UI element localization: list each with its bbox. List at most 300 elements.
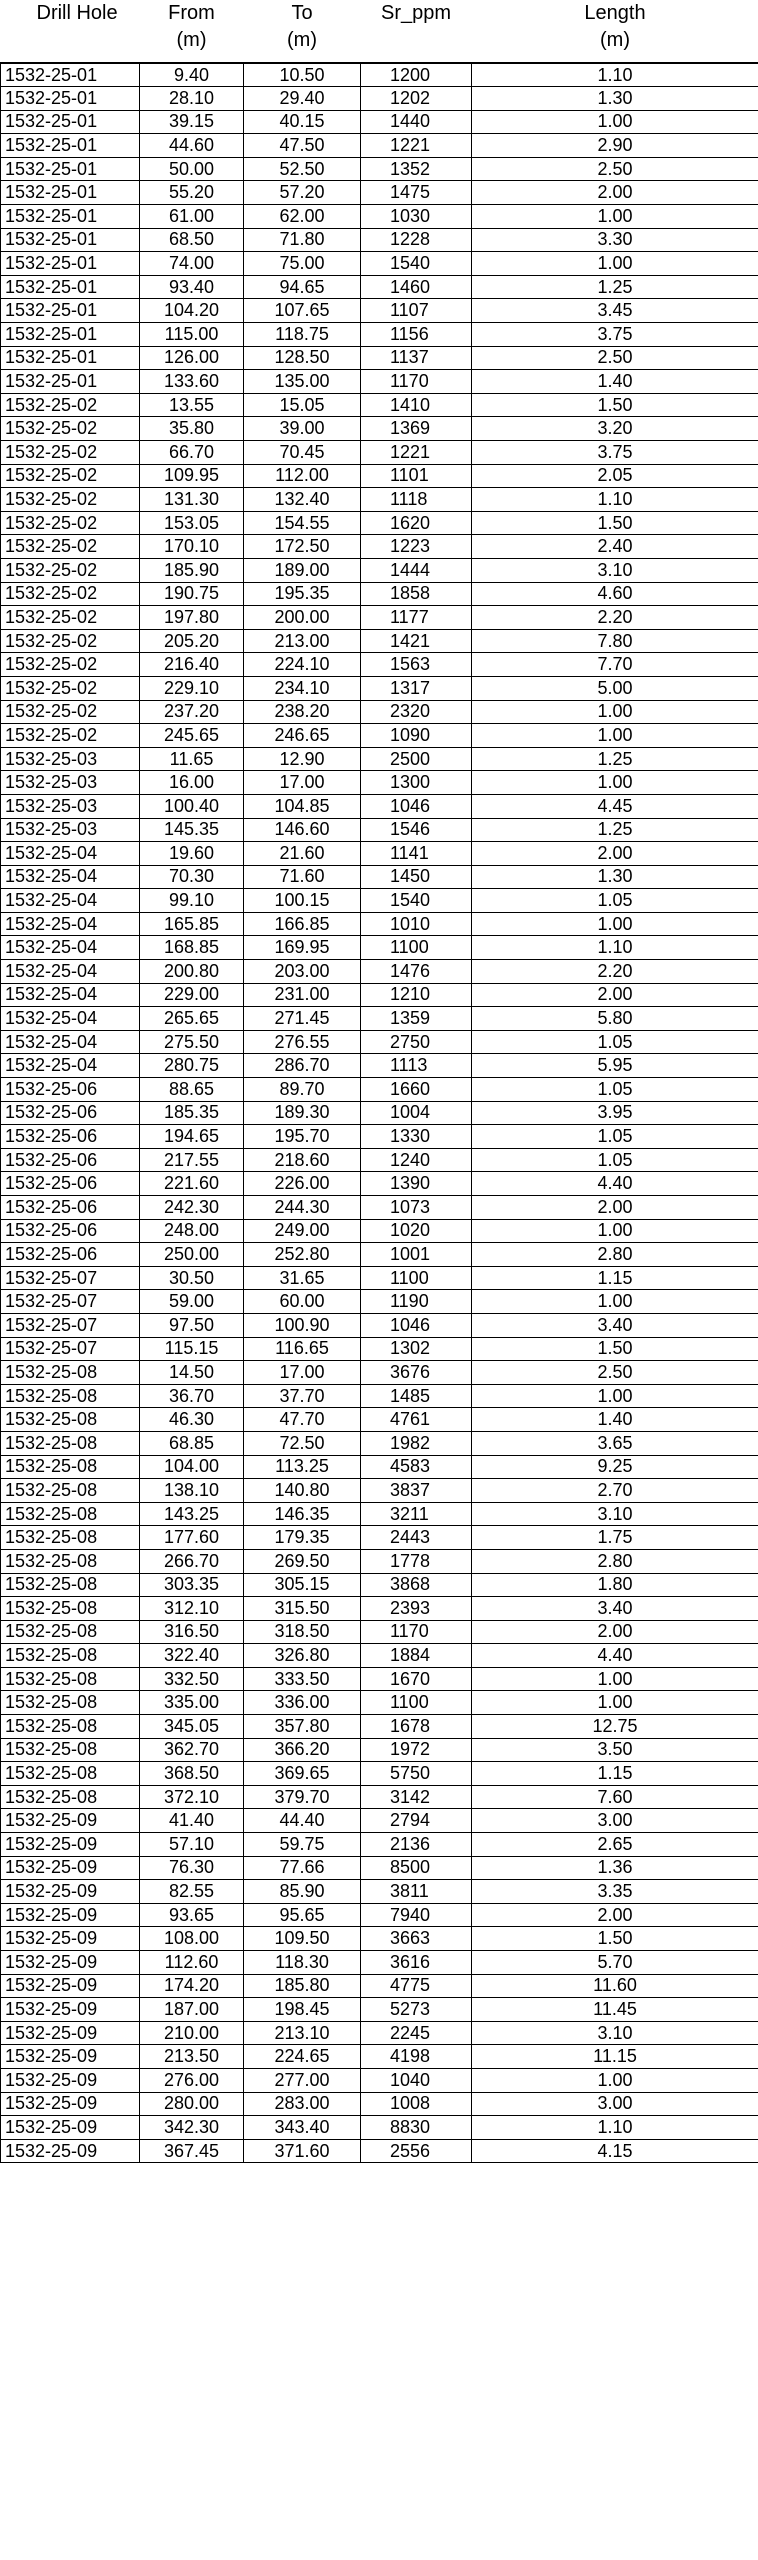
table-row [1,700,758,724]
cell-from: 210.00 [140,2021,244,2045]
cell-sr-ppm: 1563 [361,653,472,677]
cell-from: 248.00 [140,1219,244,1243]
table-row [1,2021,758,2045]
cell-to: 116.65 [244,1337,361,1361]
cell-sr-ppm: 1008 [361,2092,472,2116]
table-row [1,629,758,653]
cell-from: 174.20 [140,1974,244,1998]
cell-length: 12.75 [472,1715,758,1739]
cell-to: 71.60 [244,865,361,889]
cell-sr-ppm: 7940 [361,1903,472,1927]
table-row [1,1998,758,2022]
header-unit: (m) [176,29,207,51]
cell-to: 146.60 [244,818,361,842]
cell-drill-hole: 1532-25-02 [1,676,140,700]
cell-to: 132.40 [244,488,361,512]
cell-to: 57.20 [244,181,361,205]
cell-from: 237.20 [140,700,244,724]
cell-length: 1.00 [472,1667,758,1691]
table-row [1,1219,758,1243]
table-row [1,1196,758,1220]
cell-from: 221.60 [140,1172,244,1196]
cell-sr-ppm: 8830 [361,2116,472,2140]
cell-drill-hole: 1532-25-09 [1,1833,140,1857]
cell-drill-hole: 1532-25-08 [1,1526,140,1550]
table-row [1,1337,758,1361]
cell-sr-ppm: 1223 [361,535,472,559]
cell-from: 250.00 [140,1243,244,1267]
header-label: Drill Hole [36,2,118,24]
cell-sr-ppm: 1046 [361,1313,472,1337]
cell-from: 280.00 [140,2092,244,2116]
cell-length: 1.10 [472,936,758,960]
cell-sr-ppm: 1972 [361,1738,472,1762]
cell-to: 166.85 [244,912,361,936]
cell-drill-hole: 1532-25-04 [1,889,140,913]
table-row [1,771,758,795]
cell-drill-hole: 1532-25-02 [1,488,140,512]
cell-sr-ppm: 1046 [361,794,472,818]
cell-drill-hole: 1532-25-04 [1,936,140,960]
cell-length: 3.00 [472,2092,758,2116]
table-row [1,676,758,700]
cell-from: 312.10 [140,1597,244,1621]
cell-from: 316.50 [140,1620,244,1644]
cell-from: 216.40 [140,653,244,677]
cell-drill-hole: 1532-25-01 [1,323,140,347]
cell-drill-hole: 1532-25-03 [1,818,140,842]
cell-sr-ppm: 1485 [361,1384,472,1408]
cell-length: 1.00 [472,1691,758,1715]
cell-from: 93.40 [140,275,244,299]
cell-from: 165.85 [140,912,244,936]
cell-to: 195.70 [244,1125,361,1149]
table-row [1,582,758,606]
cell-to: 89.70 [244,1078,361,1102]
cell-length: 3.50 [472,1738,758,1762]
cell-drill-hole: 1532-25-09 [1,1927,140,1951]
cell-to: 47.50 [244,134,361,158]
cell-to: 118.75 [244,323,361,347]
cell-to: 21.60 [244,842,361,866]
cell-length: 2.00 [472,983,758,1007]
cell-to: 118.30 [244,1951,361,1975]
cell-to: 226.00 [244,1172,361,1196]
cell-from: 55.20 [140,181,244,205]
cell-sr-ppm: 1359 [361,1007,472,1031]
header-label: Sr_ppm [380,2,452,24]
cell-sr-ppm: 1476 [361,960,472,984]
cell-length: 2.65 [472,1833,758,1857]
cell-drill-hole: 1532-25-03 [1,771,140,795]
cell-sr-ppm: 1200 [361,63,472,87]
table-row [1,441,758,465]
table-row [1,1785,758,1809]
cell-drill-hole: 1532-25-01 [1,275,140,299]
cell-to: 244.30 [244,1196,361,1220]
cell-drill-hole: 1532-25-08 [1,1408,140,1432]
cell-sr-ppm: 1001 [361,1243,472,1267]
cell-length: 1.00 [472,912,758,936]
cell-drill-hole: 1532-25-04 [1,983,140,1007]
table-row [1,1738,758,1762]
cell-drill-hole: 1532-25-08 [1,1715,140,1739]
cell-drill-hole: 1532-25-09 [1,2092,140,2116]
cell-sr-ppm: 1100 [361,1266,472,1290]
cell-length: 1.00 [472,252,758,276]
cell-to: 100.15 [244,889,361,913]
cell-drill-hole: 1532-25-06 [1,1172,140,1196]
cell-length: 2.80 [472,1243,758,1267]
cell-from: 44.60 [140,134,244,158]
cell-length: 1.05 [472,1030,758,1054]
cell-from: 367.45 [140,2139,244,2163]
cell-length: 1.40 [472,1408,758,1432]
table-row [1,323,758,347]
cell-length: 1.36 [472,1856,758,1880]
cell-from: 41.40 [140,1809,244,1833]
cell-drill-hole: 1532-25-01 [1,346,140,370]
cell-sr-ppm: 1540 [361,889,472,913]
cell-length: 2.00 [472,181,758,205]
cell-length: 3.10 [472,1502,758,1526]
cell-sr-ppm: 1137 [361,346,472,370]
cell-drill-hole: 1532-25-08 [1,1785,140,1809]
cell-from: 213.50 [140,2045,244,2069]
cell-sr-ppm: 1410 [361,393,472,417]
cell-drill-hole: 1532-25-01 [1,87,140,111]
cell-length: 7.60 [472,1785,758,1809]
cell-to: 31.65 [244,1266,361,1290]
table-row [1,1549,758,1573]
cell-drill-hole: 1532-25-02 [1,441,140,465]
table-row [1,110,758,134]
cell-from: 368.50 [140,1762,244,1786]
table-row [1,724,758,748]
cell-drill-hole: 1532-25-08 [1,1667,140,1691]
cell-length: 3.45 [472,299,758,323]
cell-from: 145.35 [140,818,244,842]
cell-to: 107.65 [244,299,361,323]
cell-from: 205.20 [140,629,244,653]
cell-sr-ppm: 1107 [361,299,472,323]
cell-length: 2.90 [472,134,758,158]
cell-length: 7.70 [472,653,758,677]
cell-from: 229.10 [140,676,244,700]
cell-drill-hole: 1532-25-08 [1,1431,140,1455]
cell-sr-ppm: 1228 [361,228,472,252]
cell-drill-hole: 1532-25-06 [1,1148,140,1172]
header-from [140,0,244,63]
cell-length: 2.20 [472,960,758,984]
cell-to: 305.15 [244,1573,361,1597]
cell-sr-ppm: 4775 [361,1974,472,1998]
cell-drill-hole: 1532-25-09 [1,1880,140,1904]
cell-drill-hole: 1532-25-02 [1,582,140,606]
cell-to: 198.45 [244,1998,361,2022]
cell-from: 99.10 [140,889,244,913]
cell-sr-ppm: 3616 [361,1951,472,1975]
cell-to: 269.50 [244,1549,361,1573]
cell-length: 3.75 [472,441,758,465]
cell-length: 1.10 [472,2116,758,2140]
cell-length: 1.00 [472,205,758,229]
cell-sr-ppm: 1190 [361,1290,472,1314]
cell-length: 1.05 [472,889,758,913]
cell-to: 140.80 [244,1479,361,1503]
cell-length: 4.45 [472,794,758,818]
cell-length: 2.40 [472,535,758,559]
cell-length: 4.60 [472,582,758,606]
cell-sr-ppm: 2393 [361,1597,472,1621]
cell-length: 7.80 [472,629,758,653]
cell-length: 1.15 [472,1266,758,1290]
cell-from: 109.95 [140,464,244,488]
cell-from: 16.00 [140,771,244,795]
table-row [1,1408,758,1432]
cell-from: 28.10 [140,87,244,111]
cell-length: 1.10 [472,488,758,512]
cell-to: 135.00 [244,370,361,394]
cell-to: 71.80 [244,228,361,252]
cell-length: 2.50 [472,346,758,370]
header-length [472,0,758,63]
cell-drill-hole: 1532-25-09 [1,1998,140,2022]
cell-sr-ppm: 5750 [361,1762,472,1786]
cell-length: 2.05 [472,464,758,488]
cell-from: 76.30 [140,1856,244,1880]
table-row [1,1903,758,1927]
cell-sr-ppm: 1210 [361,983,472,1007]
cell-length: 1.00 [472,1384,758,1408]
cell-length: 1.25 [472,275,758,299]
cell-length: 2.50 [472,157,758,181]
cell-length: 1.15 [472,1762,758,1786]
cell-from: 217.55 [140,1148,244,1172]
cell-length: 1.30 [472,87,758,111]
cell-sr-ppm: 1020 [361,1219,472,1243]
cell-length: 9.25 [472,1455,758,1479]
cell-length: 1.25 [472,747,758,771]
cell-from: 61.00 [140,205,244,229]
cell-sr-ppm: 1421 [361,629,472,653]
table-row [1,1030,758,1054]
cell-drill-hole: 1532-25-06 [1,1243,140,1267]
cell-length: 1.00 [472,700,758,724]
cell-from: 153.05 [140,511,244,535]
cell-to: 37.70 [244,1384,361,1408]
cell-to: 104.85 [244,794,361,818]
cell-to: 39.00 [244,417,361,441]
table-row [1,2116,758,2140]
cell-to: 283.00 [244,2092,361,2116]
cell-drill-hole: 1532-25-03 [1,794,140,818]
cell-to: 95.65 [244,1903,361,1927]
cell-to: 154.55 [244,511,361,535]
cell-to: 277.00 [244,2068,361,2092]
cell-to: 62.00 [244,205,361,229]
cell-to: 195.35 [244,582,361,606]
cell-sr-ppm: 1450 [361,865,472,889]
table-row [1,2068,758,2092]
cell-length: 4.15 [472,2139,758,2163]
table-row [1,205,758,229]
cell-drill-hole: 1532-25-02 [1,393,140,417]
cell-length: 5.70 [472,1951,758,1975]
cell-from: 68.50 [140,228,244,252]
cell-length: 1.30 [472,865,758,889]
cell-from: 14.50 [140,1361,244,1385]
cell-to: 77.66 [244,1856,361,1880]
cell-from: 59.00 [140,1290,244,1314]
cell-drill-hole: 1532-25-01 [1,63,140,87]
cell-sr-ppm: 1040 [361,2068,472,2092]
cell-drill-hole: 1532-25-02 [1,724,140,748]
cell-to: 146.35 [244,1502,361,1526]
cell-length: 1.80 [472,1573,758,1597]
cell-drill-hole: 1532-25-08 [1,1549,140,1573]
cell-length: 1.50 [472,1337,758,1361]
cell-to: 85.90 [244,1880,361,1904]
cell-sr-ppm: 1660 [361,1078,472,1102]
cell-drill-hole: 1532-25-08 [1,1384,140,1408]
table-row [1,936,758,960]
cell-to: 10.50 [244,63,361,87]
table-row [1,1880,758,1904]
cell-length: 11.60 [472,1974,758,1998]
cell-to: 271.45 [244,1007,361,1031]
cell-from: 280.75 [140,1054,244,1078]
table-row [1,370,758,394]
cell-length: 3.65 [472,1431,758,1455]
table-row [1,1266,758,1290]
table-row [1,275,758,299]
table-row [1,535,758,559]
cell-from: 115.15 [140,1337,244,1361]
cell-sr-ppm: 1113 [361,1054,472,1078]
cell-sr-ppm: 1240 [361,1148,472,1172]
cell-from: 68.85 [140,1431,244,1455]
header-sr-ppm [361,0,472,63]
table-body [1,63,758,2163]
cell-to: 172.50 [244,535,361,559]
table-row [1,1431,758,1455]
cell-from: 265.65 [140,1007,244,1031]
table-row [1,1644,758,1668]
table-row [1,63,758,87]
cell-length: 1.05 [472,1078,758,1102]
cell-sr-ppm: 1982 [361,1431,472,1455]
cell-from: 30.50 [140,1266,244,1290]
cell-drill-hole: 1532-25-08 [1,1455,140,1479]
cell-from: 97.50 [140,1313,244,1337]
cell-from: 36.70 [140,1384,244,1408]
cell-sr-ppm: 1010 [361,912,472,936]
cell-drill-hole: 1532-25-09 [1,1974,140,1998]
cell-to: 366.20 [244,1738,361,1762]
table-row [1,983,758,1007]
cell-length: 2.70 [472,1479,758,1503]
cell-sr-ppm: 1475 [361,181,472,205]
table-row [1,1101,758,1125]
cell-drill-hole: 1532-25-09 [1,1951,140,1975]
cell-sr-ppm: 2443 [361,1526,472,1550]
cell-from: 46.30 [140,1408,244,1432]
cell-drill-hole: 1532-25-08 [1,1762,140,1786]
cell-length: 1.00 [472,1290,758,1314]
table-row [1,1762,758,1786]
cell-sr-ppm: 1156 [361,323,472,347]
cell-from: 50.00 [140,157,244,181]
cell-drill-hole: 1532-25-07 [1,1266,140,1290]
cell-from: 245.65 [140,724,244,748]
cell-drill-hole: 1532-25-09 [1,2139,140,2163]
cell-to: 318.50 [244,1620,361,1644]
table-row [1,794,758,818]
cell-to: 286.70 [244,1054,361,1078]
cell-drill-hole: 1532-25-04 [1,1007,140,1031]
cell-drill-hole: 1532-25-06 [1,1219,140,1243]
table-row [1,960,758,984]
cell-sr-ppm: 1330 [361,1125,472,1149]
cell-length: 3.35 [472,1880,758,1904]
cell-length: 1.10 [472,63,758,87]
table-row [1,228,758,252]
cell-from: 185.35 [140,1101,244,1125]
cell-to: 100.90 [244,1313,361,1337]
cell-drill-hole: 1532-25-08 [1,1361,140,1385]
cell-drill-hole: 1532-25-08 [1,1502,140,1526]
cell-drill-hole: 1532-25-04 [1,1030,140,1054]
cell-drill-hole: 1532-25-07 [1,1313,140,1337]
cell-from: 66.70 [140,441,244,465]
cell-length: 3.10 [472,558,758,582]
cell-sr-ppm: 3676 [361,1361,472,1385]
cell-sr-ppm: 1858 [361,582,472,606]
cell-sr-ppm: 4583 [361,1455,472,1479]
cell-drill-hole: 1532-25-02 [1,511,140,535]
cell-to: 70.45 [244,441,361,465]
table-row [1,842,758,866]
cell-length: 1.05 [472,1125,758,1149]
cell-length: 3.95 [472,1101,758,1125]
cell-to: 15.05 [244,393,361,417]
cell-sr-ppm: 8500 [361,1856,472,1880]
cell-sr-ppm: 1221 [361,441,472,465]
cell-to: 379.70 [244,1785,361,1809]
table-row [1,747,758,771]
cell-drill-hole: 1532-25-01 [1,110,140,134]
table-row [1,1809,758,1833]
table-row [1,865,758,889]
cell-to: 52.50 [244,157,361,181]
cell-sr-ppm: 4198 [361,2045,472,2069]
cell-to: 343.40 [244,2116,361,2140]
cell-length: 2.50 [472,1361,758,1385]
cell-from: 194.65 [140,1125,244,1149]
cell-to: 315.50 [244,1597,361,1621]
cell-to: 189.00 [244,558,361,582]
cell-to: 336.00 [244,1691,361,1715]
cell-from: 19.60 [140,842,244,866]
table-row [1,653,758,677]
cell-from: 100.40 [140,794,244,818]
cell-length: 2.80 [472,1549,758,1573]
cell-from: 322.40 [140,1644,244,1668]
cell-sr-ppm: 3663 [361,1927,472,1951]
header-unit: (m) [287,29,317,51]
cell-from: 138.10 [140,1479,244,1503]
